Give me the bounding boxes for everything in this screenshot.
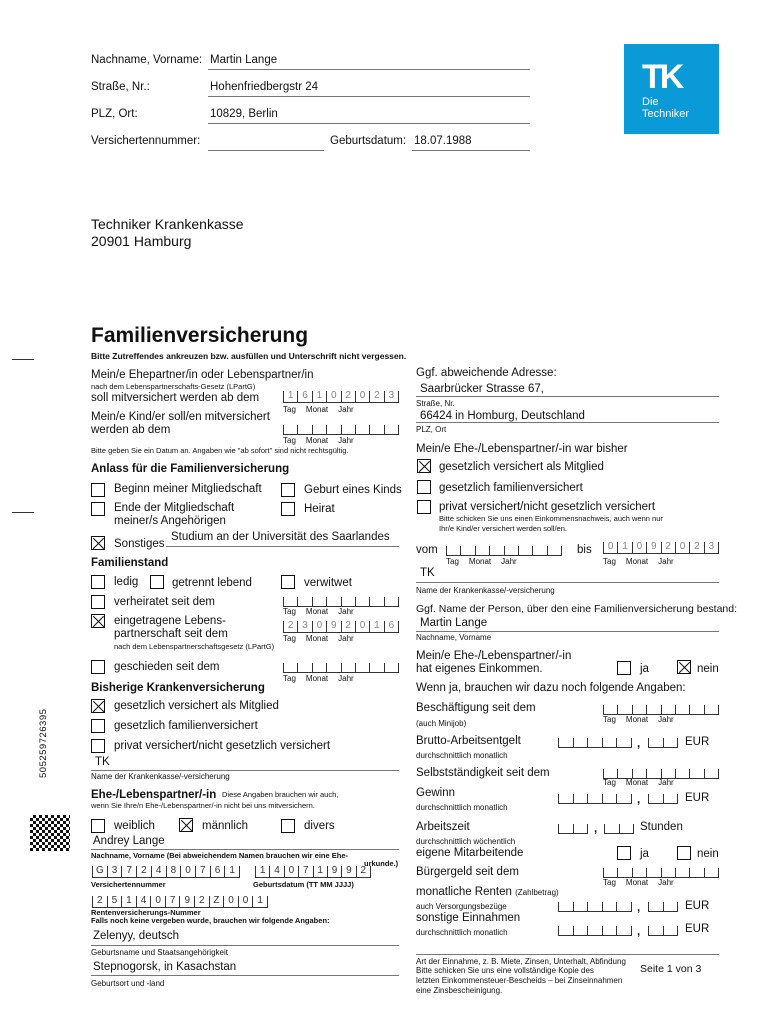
bisher-kasse-label: Name der Krankenkasse/-versicherung: [416, 586, 555, 595]
renten-cent-field[interactable]: [648, 902, 678, 912]
gewinn-monthly: durchschnittlich monatlich: [416, 803, 508, 812]
name-value[interactable]: Martin Lange: [210, 54, 278, 66]
vom-label: vom: [416, 544, 438, 556]
birthplace-value[interactable]: Stepnogorsk, in Kasachstan: [93, 961, 237, 973]
digit-cell: 1: [253, 896, 268, 907]
spouse-date-field[interactable]: [283, 391, 399, 403]
partner-name-line: [91, 849, 399, 850]
digit-cell: 1: [225, 866, 240, 877]
bisher-familie-label: gesetzlich familienversichert: [439, 482, 583, 494]
partner-note2: wenn Sie Ihre/n Ehe-/Lebenspartner/-in nicht bei uns mitversichern.: [91, 801, 315, 810]
beginn-label: Beginn meiner Mitgliedschaft: [114, 483, 262, 495]
birthplace-line: [91, 975, 399, 976]
brutto-eur: EUR: [685, 736, 710, 748]
renten-euro-field[interactable]: [558, 902, 632, 912]
person-value[interactable]: Martin Lange: [420, 617, 488, 629]
street-value[interactable]: Hohenfriedbergstr 24: [210, 81, 319, 93]
street-line: [208, 96, 530, 97]
verheiratet-label: verheiratet seit dem: [114, 596, 215, 608]
gewinn-euro-field[interactable]: [558, 794, 632, 804]
birthname-line: [91, 945, 399, 946]
digit-cell: 3: [108, 866, 123, 877]
bisher-familie-checkbox[interactable]: [417, 480, 431, 494]
sonstiges-label: Sonstiges: [114, 538, 165, 550]
digit-cell: 2: [195, 896, 210, 907]
digit-cell: 1: [283, 391, 298, 402]
digit-cell: 1: [255, 866, 270, 877]
digit-cell: 7: [166, 896, 181, 907]
name-line: [208, 69, 530, 70]
digit-cell: 1: [122, 896, 137, 907]
art-line[interactable]: [416, 954, 719, 955]
birthdate-value[interactable]: 18.07.1988: [414, 135, 472, 147]
digit-cell: 3: [385, 391, 399, 402]
alt-plz-value[interactable]: 66424 in Homburg, Deutschland: [420, 410, 585, 422]
digit-cell: 9: [342, 866, 356, 877]
geschieden-checkbox[interactable]: [91, 660, 105, 674]
bisher-mitglied-checkbox[interactable]: [417, 459, 431, 473]
mitarbeitende-ja-label: ja: [640, 848, 649, 860]
brutto-cent-field[interactable]: [648, 738, 678, 748]
heirat-checkbox[interactable]: [281, 502, 295, 516]
divers-checkbox[interactable]: [281, 819, 295, 833]
arbeitszeit-hours-field[interactable]: [558, 824, 588, 834]
digit-cell: 9: [328, 866, 342, 877]
birthplace-label: Geburtsort und -land: [91, 979, 165, 988]
digit-cell: 7: [196, 866, 211, 877]
digit-cell: 7: [122, 866, 137, 877]
verwitwet-label: verwitwet: [304, 577, 352, 589]
bisher-privat-label: privat versichert/nicht gesetzlich versichert: [439, 501, 656, 513]
income-nein-checkbox[interactable]: [677, 660, 691, 674]
ledig-checkbox[interactable]: [91, 575, 105, 589]
tk-logo: [624, 44, 719, 134]
bisher-heading: Mein/e Ehe-/Lebenspartner/-in war bisher: [416, 443, 628, 455]
person-label: Nachname, Vorname: [416, 633, 492, 642]
minijob-label: (auch Minijob): [416, 719, 467, 728]
gewinn-cent-field[interactable]: [648, 794, 678, 804]
digit-cell: 2: [137, 866, 152, 877]
digit-cell: 2: [283, 621, 298, 632]
digit-cell: 8: [167, 866, 182, 877]
verheiratet-checkbox[interactable]: [91, 595, 105, 609]
digit-cell: 9: [180, 896, 195, 907]
weiblich-label: weiblich: [114, 820, 155, 832]
geschieden-label: geschieden seit dem: [114, 661, 220, 673]
plz-label: PLZ, Ort:: [91, 108, 138, 120]
digit-cell: 1: [313, 391, 327, 402]
digit-cell: G: [92, 866, 108, 877]
side-number: 505259726395: [38, 708, 49, 778]
geburt-label: Geburt eines Kinds: [304, 484, 402, 496]
child-label: Mein/e Kind/er soll/en mitversichert werden ab dem: [91, 411, 270, 436]
page-title: Familienversicherung: [91, 324, 309, 347]
ledig-label: ledig: [114, 576, 139, 588]
mitarbeitende-nein-checkbox[interactable]: [677, 846, 691, 860]
stunden-label: Stunden: [640, 821, 683, 833]
income-ja-label: ja: [640, 663, 649, 675]
income-ja-checkbox[interactable]: [617, 661, 631, 675]
birthname-value[interactable]: Zelenyy, deutsch: [93, 930, 180, 942]
kv-privat-checkbox[interactable]: [91, 739, 105, 753]
date-caption: Tag Monat Jahr: [283, 607, 354, 616]
person-heading: Ggf. Name der Person, über den eine Familienversicherung bestand:: [416, 603, 738, 615]
eingetragen-label: eingetragene Lebens- partnerschaft seit dem: [114, 615, 228, 640]
date-caption: Tag Monat Jahr: [446, 557, 517, 566]
spouse-label: Mein/e Ehepartner/in oder Lebenspartner/in: [91, 369, 314, 381]
digit-cell: 0: [224, 896, 239, 907]
arbeitszeit-label: Arbeitszeit: [416, 821, 470, 833]
fold-mark: [12, 359, 34, 360]
digit-cell: 1: [618, 542, 632, 553]
digit-cell: 7: [299, 866, 313, 877]
brutto-monthly: durchschnittlich monatlich: [416, 751, 508, 760]
getrennt-label: getrennt lebend: [172, 577, 252, 589]
alt-street-line: [416, 396, 719, 397]
mitarbeitende-nein-label: nein: [697, 848, 719, 860]
mitarbeitende-ja-checkbox[interactable]: [617, 846, 631, 860]
kv-heading: Bisherige Krankenversicherung: [91, 682, 265, 694]
bis-date-field[interactable]: [603, 542, 719, 554]
kv-kasse-line: [91, 770, 399, 771]
digit-cell: 0: [603, 542, 618, 553]
bisher-privat-checkbox[interactable]: [417, 500, 431, 514]
kv-kasse-label: Name der Krankenkasse/-versicherung: [91, 772, 230, 781]
birthname-label: Geburtsname und Staatsangehörigkeit: [91, 948, 228, 957]
digit-cell: 1: [314, 866, 328, 877]
arbeitszeit-weekly: durchschnittlich wöchentlich: [416, 837, 516, 846]
verheiratet-date-field[interactable]: [283, 597, 399, 607]
anlass-heading: Anlass für die Familienversicherung: [91, 463, 290, 475]
beschaeftigung-date-field[interactable]: [603, 705, 719, 715]
rv-note: Falls noch keine vergeben wurde, brauchen wir folgende Angaben:: [91, 916, 330, 925]
digit-cell: 0: [327, 391, 341, 402]
getrennt-checkbox[interactable]: [150, 575, 164, 589]
sonstige-label: sonstige Einnahmen: [416, 912, 521, 924]
digit-cell: 0: [285, 866, 299, 877]
kopie-note: Bitte schicken Sie uns eine vollständige Kopie des letzten Einkommensteuer-Bescheids – bei Zinseinnahmen eine Zinsbescheinigung.: [416, 966, 623, 995]
digit-cell: 2: [92, 896, 108, 907]
person-line: [416, 631, 719, 632]
spouse-lpartg-note: nach dem Lebenspartnerschafts-Gesetz (LPartG): [91, 382, 256, 391]
vom-date-field[interactable]: [446, 546, 562, 556]
ende-label: Ende der Mitgliedschaft meiner/s Angehörigen: [114, 502, 235, 527]
brutto-label: Brutto-Arbeitsentgelt: [416, 735, 521, 747]
partner-heading: Ehe-/Lebenspartner/-in: [91, 789, 217, 801]
digit-cell: 6: [298, 391, 312, 402]
verwitwet-checkbox[interactable]: [281, 575, 295, 589]
rv-number-field[interactable]: [92, 896, 268, 908]
recipient-address: Techniker Krankenkasse 20901 Hamburg: [91, 216, 244, 249]
digit-cell: 0: [313, 621, 327, 632]
renten-label: monatliche Renten (Zahlbetrag): [416, 886, 559, 898]
name-label: Nachname, Vorname:: [91, 54, 203, 66]
bisher-mitglied-label: gesetzlich versichert als Mitglied: [439, 461, 604, 473]
weiblich-checkbox[interactable]: [91, 819, 105, 833]
spouse-from-label: soll mitversichert werden ab dem: [91, 392, 260, 404]
arbeitszeit-fraction-field[interactable]: [604, 824, 634, 834]
art-note: Art der Einnahme, z. B. Miete, Zinsen, Unterhalt, Abfindung: [416, 957, 626, 966]
geburt-checkbox[interactable]: [281, 483, 295, 497]
tk-logo-mark: TK: [642, 58, 682, 96]
digit-cell: 2: [342, 391, 356, 402]
income-question: Mein/e Ehe-/Lebenspartner/-in hat eigenes Einkommen.: [416, 650, 572, 675]
alt-plz-label: PLZ, Ort: [416, 425, 447, 434]
beschaeftigung-label: Beschäftigung seit dem: [416, 702, 536, 714]
digit-cell: 0: [239, 896, 254, 907]
alt-street-label: Straße, Nr.: [416, 399, 455, 408]
mitarbeitende-label: eigene Mitarbeitende: [416, 847, 524, 859]
buergergeld-label: Bürgergeld seit dem: [416, 866, 519, 878]
insurance-number-caption: Versichertennummer: [91, 880, 166, 889]
kv-familie-label: gesetzlich familienversichert: [114, 720, 258, 732]
sonstige-eur: EUR: [685, 923, 710, 935]
renten-eur: EUR: [685, 900, 710, 912]
date-caption: Tag Monat Jahr: [603, 557, 674, 566]
partner-name-label: Nachname, Vorname (Bei abweichendem Namen brauchen wir eine Ehe-: [91, 851, 349, 860]
rv-number-caption: Rentenversicherungs-Nummer: [91, 908, 201, 917]
partner-birthdate-field[interactable]: [255, 866, 371, 878]
birthdate-label: Geburtsdatum:: [330, 135, 407, 147]
digit-cell: 2: [662, 542, 676, 553]
birthdate-caption: Geburtsdatum (TT MM JJJJ): [253, 880, 354, 889]
page-subtitle: Bitte Zutreffendes ankreuzen bzw. ausfüllen und Unterschrift nicht vergessen.: [91, 351, 407, 361]
bisher-note1: Bitte schicken Sie uns einen Einkommensnachweis, auch wenn nur: [439, 514, 663, 523]
maennlich-label: männlich: [202, 820, 249, 832]
gewinn-eur: EUR: [685, 792, 710, 804]
digit-cell: 0: [356, 621, 370, 632]
geschieden-date-field[interactable]: [283, 663, 399, 673]
date-note: Bitte geben Sie ein Datum an. Angaben wie "ab sofort" sind nicht rechtsgültig.: [91, 446, 349, 455]
digit-cell: 5: [108, 896, 123, 907]
bisher-kasse-line: [416, 582, 719, 583]
digit-cell: 1: [370, 621, 384, 632]
bis-label: bis: [577, 544, 592, 556]
versorgung-label: auch Versorgungsbezüge: [416, 902, 507, 911]
kv-privat-label: privat versichert/nicht gesetzlich versichert: [114, 740, 331, 752]
eingetragen-date-field[interactable]: [283, 621, 399, 633]
tk-logo-text: Die Techniker: [642, 96, 690, 120]
sonstiges-line: [166, 546, 399, 547]
gewinn-label: Gewinn: [416, 787, 455, 799]
kv-mitglied-checkbox[interactable]: [91, 699, 105, 713]
digit-cell: 4: [152, 866, 167, 877]
kv-kasse-value[interactable]: TK: [95, 756, 110, 768]
digit-cell: 2: [342, 621, 356, 632]
digit-cell: 6: [385, 621, 399, 632]
digit-cell: 2: [370, 391, 384, 402]
date-caption: Tag Monat Jahr: [283, 405, 354, 414]
partner-note: Diese Angaben brauchen wir auch,: [222, 790, 339, 799]
sonstige-cent-field[interactable]: [648, 926, 678, 936]
alt-address-heading: Ggf. abweichende Adresse:: [416, 367, 557, 379]
ende-checkbox[interactable]: [91, 502, 105, 516]
digit-cell: 9: [327, 621, 341, 632]
digit-cell: 2: [690, 542, 704, 553]
date-caption: Tag Monat Jahr: [603, 878, 674, 887]
income-nein-label: nein: [697, 663, 719, 675]
familienstand-heading: Familienstand: [91, 557, 169, 569]
sonstige-monthly: durchschnittlich monatlich: [416, 928, 508, 937]
bisher-kasse-value[interactable]: TK: [420, 567, 435, 579]
date-caption: Tag Monat Jahr: [603, 778, 674, 787]
partner-name-value[interactable]: Andrey Lange: [93, 835, 165, 847]
date-caption: Tag Monat Jahr: [603, 715, 674, 724]
digit-cell: 0: [356, 391, 370, 402]
birthdate-line: [412, 150, 530, 151]
selbst-label: Selbstständigkeit seit dem: [416, 767, 550, 779]
alt-street-value[interactable]: Saarbrücker Strasse 67,: [420, 383, 545, 395]
digit-cell: 3: [298, 621, 312, 632]
insurance-number-line[interactable]: [208, 150, 324, 151]
fold-mark: [12, 512, 34, 513]
barcode-icon: [30, 815, 70, 851]
partner-name-label2: urkunde.): [364, 859, 399, 868]
alt-plz-line: [416, 422, 719, 423]
digit-cell: 0: [181, 866, 196, 877]
plz-value[interactable]: 10829, Berlin: [210, 108, 278, 120]
digit-cell: 3: [705, 542, 719, 553]
date-caption: Tag Monat Jahr: [283, 436, 354, 445]
digit-cell: 4: [270, 866, 284, 877]
digit-cell: Z: [210, 896, 225, 907]
digit-cell: 9: [647, 542, 661, 553]
street-label: Straße, Nr.:: [91, 81, 150, 93]
sonstiges-value[interactable]: Studium an der Universität des Saarlandes: [171, 531, 390, 543]
date-caption: Tag Monat Jahr: [283, 674, 354, 683]
eingetragen-checkbox[interactable]: [91, 614, 105, 628]
maennlich-checkbox[interactable]: [179, 818, 193, 832]
sonstige-euro-field[interactable]: [558, 926, 632, 936]
child-date-field[interactable]: [283, 425, 399, 435]
sonstiges-checkbox[interactable]: [91, 536, 105, 550]
partner-insurance-number-field[interactable]: [92, 866, 240, 878]
divers-label: divers: [304, 820, 335, 832]
digit-cell: 0: [151, 896, 166, 907]
digit-cell: 6: [211, 866, 226, 877]
kv-familie-checkbox[interactable]: [91, 719, 105, 733]
bisher-note2: Ihr/e Kind/er versichert werden soll/en.: [439, 524, 567, 533]
digit-cell: 2: [357, 866, 371, 877]
digit-cell: 0: [676, 542, 690, 553]
heirat-label: Heirat: [304, 503, 335, 515]
income-more-label: Wenn ja, brauchen wir dazu noch folgende Angaben:: [416, 682, 686, 694]
page-number: Seite 1 von 3: [640, 963, 702, 975]
kv-mitglied-label: gesetzlich versichert als Mitglied: [114, 700, 279, 712]
digit-cell: 0: [633, 542, 647, 553]
plz-line: [208, 123, 530, 124]
lpartg-note: nach dem Lebenspartnerschaftsgesetz (LPartG): [114, 642, 275, 651]
brutto-euro-field[interactable]: [558, 738, 632, 748]
digit-cell: 4: [137, 896, 152, 907]
insurance-number-label: Versichertennummer:: [91, 135, 201, 147]
beginn-checkbox[interactable]: [91, 483, 105, 497]
date-caption: Tag Monat Jahr: [283, 634, 354, 643]
buergergeld-date-field[interactable]: [603, 868, 719, 878]
